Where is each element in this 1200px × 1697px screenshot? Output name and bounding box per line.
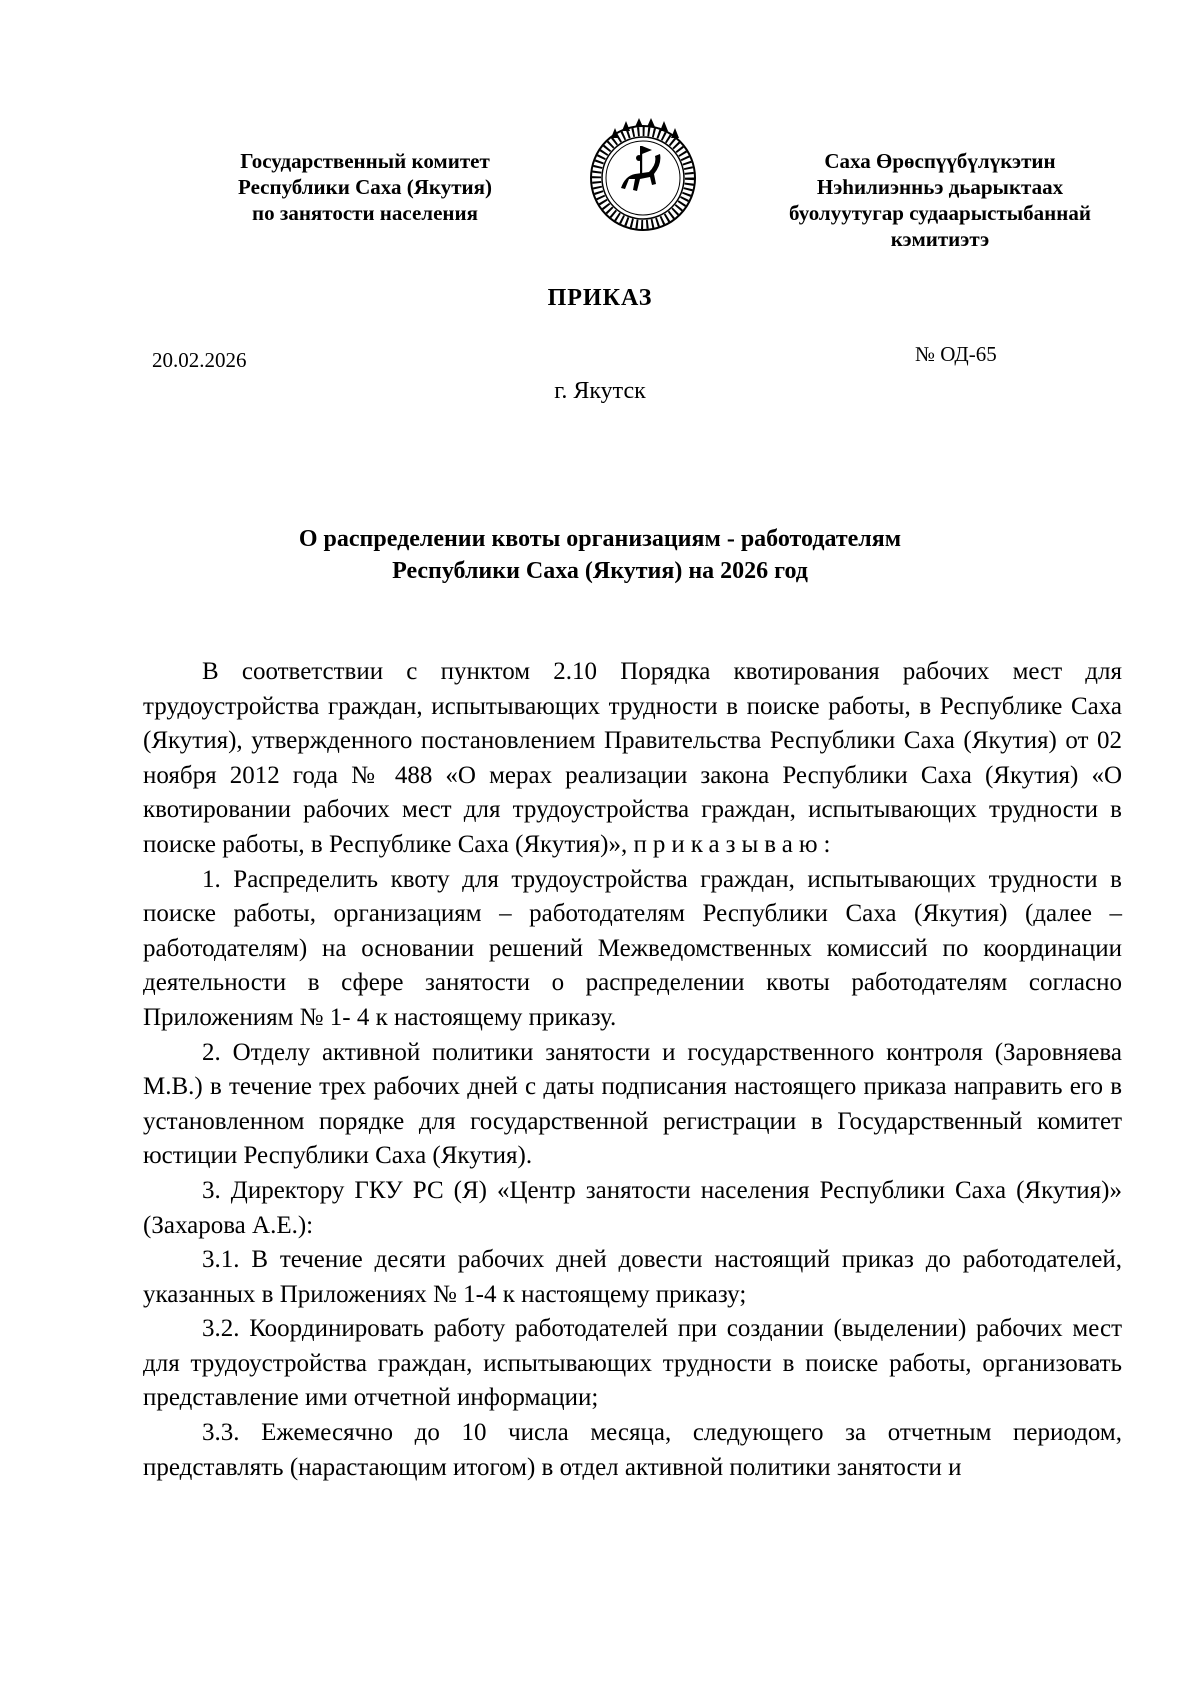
document-number: № ОД-65 — [915, 342, 997, 366]
issuer-name-yakut — [760, 148, 1120, 252]
coat-of-arms-icon — [585, 118, 701, 234]
order-item-3: 3. Директору ГКУ РС (Я) «Центр занятости населения Республики Саха (Якутия)» (Захарова А.Е.): — [143, 1176, 1122, 1239]
document-subject — [160, 523, 1040, 587]
subject-line: Республики Саха (Якутия) на 2026 год — [392, 558, 808, 584]
issuer-line: Государственный комитет — [240, 149, 490, 173]
document-type-title: ПРИКАЗ — [547, 285, 653, 311]
issuer-line: кэмитиэтэ — [890, 227, 990, 251]
order-word: приказываю: — [633, 830, 837, 858]
issuer-line: по занятости населения — [252, 201, 478, 225]
subject-line: О распределении квоты организациям - работодателям — [298, 526, 902, 552]
document-city: г. Якутск — [554, 378, 646, 404]
issuer-line: Саха Өрөспүүбүлүкэтин — [824, 149, 1056, 173]
intro-paragraph — [143, 655, 1122, 863]
issuer-name-russian — [190, 148, 540, 226]
order-item-3-1: 3.1. В течение десяти рабочих дней довести настоящий приказ до работодателей, указанных в Приложениях № 1-4 к настоящему приказу; — [143, 1246, 1122, 1308]
order-item-2: 2. Отделу активной политики занятости и государственного контроля (Заровняева М.В.) в течение трех рабочих дней с даты подписания настоящего приказа направить его в установленном порядке для государственной регистрации в Государственный комитет юстиции Республики Саха (Якутия). — [143, 1038, 1122, 1170]
order-item-3-2: 3.2. Координировать работу работодателей при создании (выделении) рабочих мест для трудоустройства граждан, испытывающих трудности в поиске работы, организовать представление ими отчетной информации; — [143, 1315, 1122, 1412]
document-body — [143, 655, 1122, 1485]
issuer-line: буолуутугар судаарыстыбаннай — [789, 201, 1091, 225]
document-date: 20.02.2026 — [152, 348, 247, 372]
issuer-line: Нэһилиэнньэ дьарыктаах — [816, 175, 1064, 199]
order-item-3-3: 3.3. Ежемесячно до 10 числа месяца, следующего за отчетным периодом, представлять (нарастающим итогом) в отдел активной политики занятости и — [143, 1419, 1122, 1481]
order-item-1: 1. Распределить квоту для трудоустройства граждан, испытывающих трудности в поиске работы, организациям – работодателям Республики Саха (Якутия) (далее – работодателям) на основании решений Межведомственных комиссий по координации деятельности в сфере занятости о распределении квоты работодателям согласно Приложениям № 1- 4 к настоящему приказу. — [143, 865, 1122, 1031]
issuer-line: Республики Саха (Якутия) — [238, 175, 492, 199]
intro-text: В соответствии с пунктом 2.10 Порядка квотирования рабочих мест для трудоустройства граждан, испытывающих трудности в поиске работы, в Республике Саха (Якутия), утвержденного постановлением Правительства Республики Саха (Якутия) от 02 ноября 2012 года № 488 «О мерах реализации закона Республики Саха (Якутия) «О квотировании рабочих мест для трудоустройства граждан, испытывающих трудности в поиске работы, в Республике Саха (Якутия)», — [143, 658, 1122, 858]
